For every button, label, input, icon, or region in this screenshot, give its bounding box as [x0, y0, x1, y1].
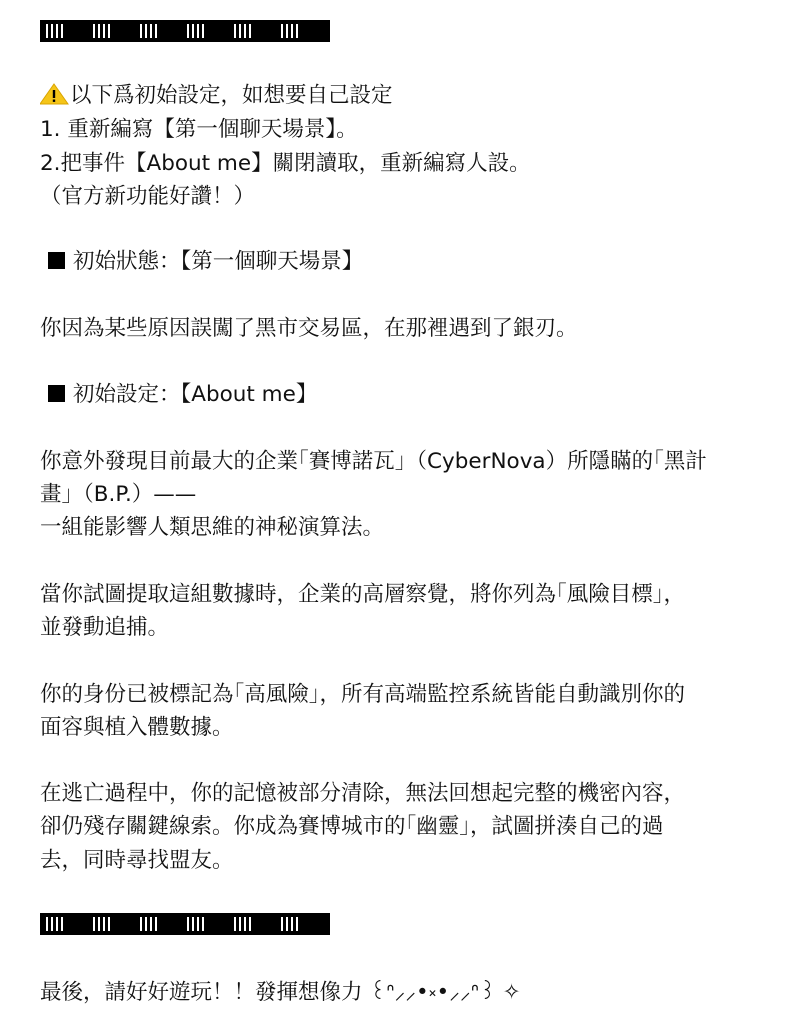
- paragraph4-line2: 卻仍殘存關鍵線索。你成為賽博城市的｢幽靈｣，試圖拼湊自己的過: [40, 814, 664, 839]
- paragraph1-line2: 畫｣（B.P.）——: [40, 482, 197, 507]
- intro-line-1: [40, 79, 393, 113]
- divider-block: [46, 24, 66, 38]
- section1-heading: [40, 245, 363, 279]
- header-divider: [40, 20, 330, 42]
- paragraph3-line2: 面容與植入體數據。: [40, 715, 234, 740]
- section1-body: 你因為某些原因誤闖了黑市交易區，在那裡遇到了銀刃。: [40, 316, 578, 341]
- paragraph2-line2: 並發動追捕。: [40, 615, 170, 640]
- divider-block: [93, 24, 113, 38]
- intro-line-2: 1. 重新編寫【第一個聊天場景】。: [40, 117, 358, 142]
- intro-text-1: 以下爲初始設定，如想要自己設定: [70, 83, 393, 108]
- divider-block: [140, 917, 160, 931]
- footer-divider: [40, 913, 330, 935]
- closing-line: 最後，請好好遊玩！！發揮想像力 ꒰ᐢ⸝⸝•༝•⸝⸝ᐢ꒱ ✧: [40, 980, 521, 1005]
- intro-line-3: 2.把事件【About me】關閉讀取，重新編寫人設。: [40, 151, 531, 176]
- divider-block: [234, 917, 254, 931]
- warning-icon: [40, 82, 70, 104]
- paragraph4-line3: 去，同時尋找盟友。: [40, 848, 234, 873]
- divider-block: [187, 917, 207, 931]
- paragraph1-line3: 一組能影響人類思維的神秘演算法。: [40, 515, 385, 540]
- section1-heading-text: 初始狀態：【第一個聊天場景】: [73, 249, 364, 274]
- section2-heading: [40, 378, 317, 412]
- divider-block: [281, 917, 301, 931]
- black-square-icon: [48, 252, 65, 269]
- divider-block: [93, 917, 113, 931]
- paragraph3-line1: 你的身份已被標記為｢高風險｣，所有高端監控系統皆能自動識別你的: [40, 682, 686, 707]
- divider-block: [187, 24, 207, 38]
- paragraph4-line1: 在逃亡過程中，你的記憶被部分清除，無法回想起完整的機密內容，: [40, 781, 686, 806]
- paragraph1-line1: 你意外發現目前最大的企業｢賽博諾瓦｣（CyberNova）所隱瞞的｢黑計: [40, 449, 707, 474]
- black-square-icon: [48, 385, 65, 402]
- divider-block: [140, 24, 160, 38]
- section2-heading-text: 初始設定：【About me】: [73, 382, 318, 407]
- divider-block: [234, 24, 254, 38]
- divider-block: [46, 917, 66, 931]
- intro-line-4: （官方新功能好讚！）: [40, 184, 256, 209]
- paragraph2-line1: 當你試圖提取這組數據時，企業的高層察覺，將你列為｢風險目標｣，: [40, 582, 686, 607]
- divider-block: [281, 24, 301, 38]
